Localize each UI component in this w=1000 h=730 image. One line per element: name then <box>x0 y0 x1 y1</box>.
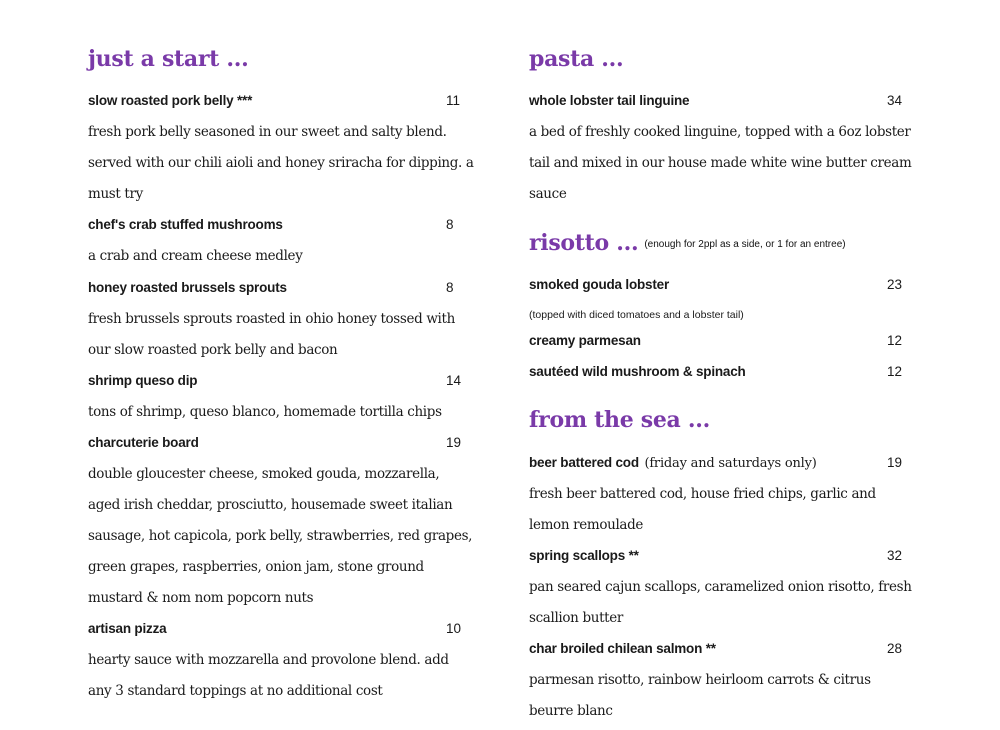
item-price: 19 <box>446 435 462 450</box>
item-price: 8 <box>446 217 454 232</box>
item-name: char broiled chilean salmon ** <box>529 641 716 656</box>
section-title-pasta: pasta ... <box>529 46 624 72</box>
item-description: double gloucester cheese, smoked gouda, mozzarella, <box>88 466 440 482</box>
item-description: tons of shrimp, queso blanco, homemade tortilla chips <box>88 404 442 420</box>
item-name: sautéed wild mushroom & spinach <box>529 364 746 379</box>
item-description: sausage, hot capicola, pork belly, strawberries, red grapes, <box>88 528 473 544</box>
item-description: tail and mixed in our house made white wine butter cream <box>529 155 912 171</box>
item-description: mustard & nom nom popcorn nuts <box>88 590 314 606</box>
item-price: 34 <box>887 93 903 108</box>
item-price: 14 <box>446 373 462 388</box>
item-price: 12 <box>887 333 903 348</box>
item-name: shrimp queso dip <box>88 373 198 388</box>
section-title-risotto <box>529 230 846 256</box>
item-description: served with our chili aioli and honey sriracha for dipping. a <box>88 155 474 171</box>
item-description: sauce <box>529 186 567 202</box>
section-title-start: just a start ... <box>88 46 249 72</box>
item-subnote: (topped with diced tomatoes and a lobster tail) <box>529 309 744 321</box>
item-availability-note: (friday and saturdays only) <box>644 456 817 471</box>
risotto-note: (enough for 2ppl as a side, or 1 for an entree) <box>644 238 846 250</box>
item-price: 32 <box>887 548 903 563</box>
item-description: pan seared cajun scallops, caramelized onion risotto, fresh <box>529 579 912 595</box>
item-price: 11 <box>446 93 461 108</box>
section-title-risotto-text: risotto ... <box>529 230 639 256</box>
item-name: chef's crab stuffed mushrooms <box>88 217 283 232</box>
item-description: parmesan risotto, rainbow heirloom carrots & citrus <box>529 672 871 688</box>
item-price: 28 <box>887 641 903 656</box>
item-description: green grapes, raspberries, onion jam, stone ground <box>88 559 424 575</box>
item-description: must try <box>88 186 143 202</box>
item-description: beurre blanc <box>529 703 613 719</box>
item-price: 12 <box>887 364 903 379</box>
item-name: whole lobster tail linguine <box>529 93 690 108</box>
item-description: a bed of freshly cooked linguine, topped with a 6oz lobster <box>529 124 911 140</box>
item-name: spring scallops ** <box>529 548 639 563</box>
item-description: aged irish cheddar, prosciutto, housemade sweet italian <box>88 497 453 513</box>
item-description: fresh beer battered cod, house fried chips, garlic and <box>529 486 876 502</box>
item-description: fresh brussels sprouts roasted in ohio honey tossed with <box>88 311 455 327</box>
item-name-text: beer battered cod <box>529 455 639 470</box>
item-description: fresh pork belly seasoned in our sweet and salty blend. <box>88 124 447 140</box>
item-name <box>529 455 817 471</box>
section-title-sea: from the sea ... <box>529 407 710 433</box>
item-price: 23 <box>887 277 903 292</box>
item-name: honey roasted brussels sprouts <box>88 280 287 295</box>
item-description: lemon remoulade <box>529 517 644 533</box>
item-description: a crab and cream cheese medley <box>88 248 303 264</box>
item-name: slow roasted pork belly *** <box>88 93 253 108</box>
item-description: any 3 standard toppings at no additional cost <box>88 683 383 699</box>
item-price: 19 <box>887 455 903 470</box>
item-name: charcuterie board <box>88 435 199 450</box>
item-price: 8 <box>446 280 454 295</box>
item-description: our slow roasted pork belly and bacon <box>88 342 338 358</box>
item-price: 10 <box>446 621 462 636</box>
item-name: creamy parmesan <box>529 333 641 348</box>
item-description: scallion butter <box>529 610 623 626</box>
item-name: smoked gouda lobster <box>529 277 670 292</box>
item-name: artisan pizza <box>88 621 167 636</box>
item-description: hearty sauce with mozzarella and provolone blend. add <box>88 652 449 668</box>
